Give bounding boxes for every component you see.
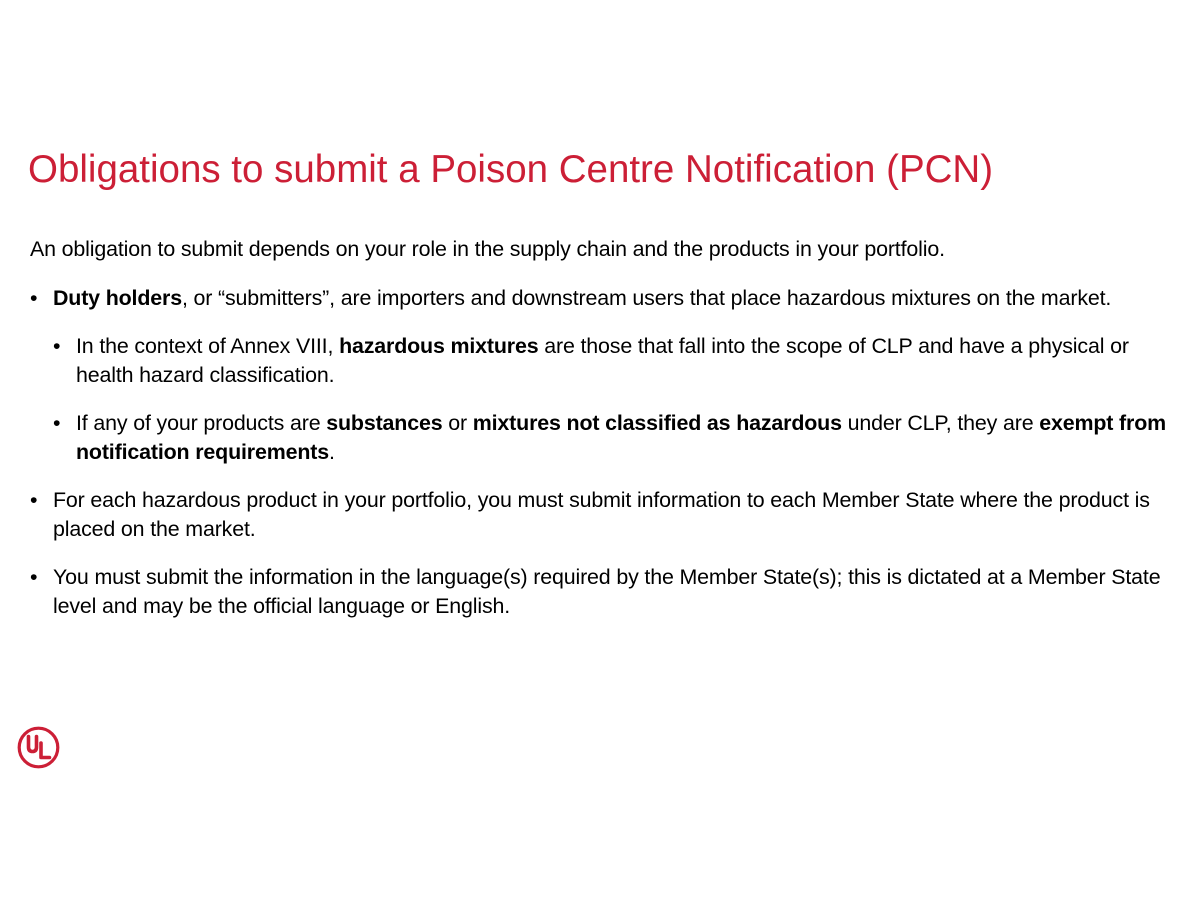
bold-run: mixtures not classified as hazardous xyxy=(472,411,842,435)
bold-run: hazardous mixtures xyxy=(339,334,539,358)
bold-run: exempt from notification requirements xyxy=(76,411,1166,464)
text-run: are those that fall into the scope of CLP and have a physical or health hazard classification. xyxy=(76,334,1129,387)
bullet-text xyxy=(53,286,1111,310)
ul-logo-icon xyxy=(17,726,60,769)
text-run: For each hazardous product in your portfolio, you must submit information to each Member State where the product is placed on the market. xyxy=(53,488,1150,541)
slide-body xyxy=(30,235,1170,640)
bullet-icon: • xyxy=(30,285,38,310)
text-run: You must submit the information in the language(s) required by the Member State(s); this is dictated at a Member State level and may be the official language or English. xyxy=(53,565,1161,618)
bullet-text xyxy=(53,488,1150,541)
sub-bullet-hazardous-mixtures xyxy=(30,332,1170,389)
bullet-text xyxy=(76,334,1129,387)
text-run: under CLP, they are xyxy=(841,411,1040,435)
bullet-icon: • xyxy=(30,565,38,589)
bullet-icon: • xyxy=(53,334,61,358)
text-run: . xyxy=(328,439,335,464)
slide-title: Obligations to submit a Poison Centre Notification (PCN) xyxy=(28,148,994,191)
bullet-text xyxy=(53,565,1160,618)
sub-bullet-exemptions xyxy=(30,409,1170,466)
text-run: In the context of Annex VIII, xyxy=(76,334,340,358)
bullet-icon: • xyxy=(30,488,38,512)
text-run: , or “submitters”, are importers and downstream users that place hazardous mixtures on the market. xyxy=(181,285,1112,310)
bold-run: Duty holders xyxy=(53,285,182,310)
bullet-language xyxy=(30,563,1170,620)
bullet-duty-holders xyxy=(30,284,1170,313)
intro-text: An obligation to submit depends on your role in the supply chain and the products in your portfolio. xyxy=(30,237,945,261)
bullet-each-member-state xyxy=(30,486,1170,543)
bullet-text xyxy=(76,411,1166,464)
bold-run: substances xyxy=(326,411,443,435)
text-run: If any of your products are xyxy=(76,411,327,435)
bullet-icon: • xyxy=(53,411,61,435)
text-run: or xyxy=(442,411,473,435)
